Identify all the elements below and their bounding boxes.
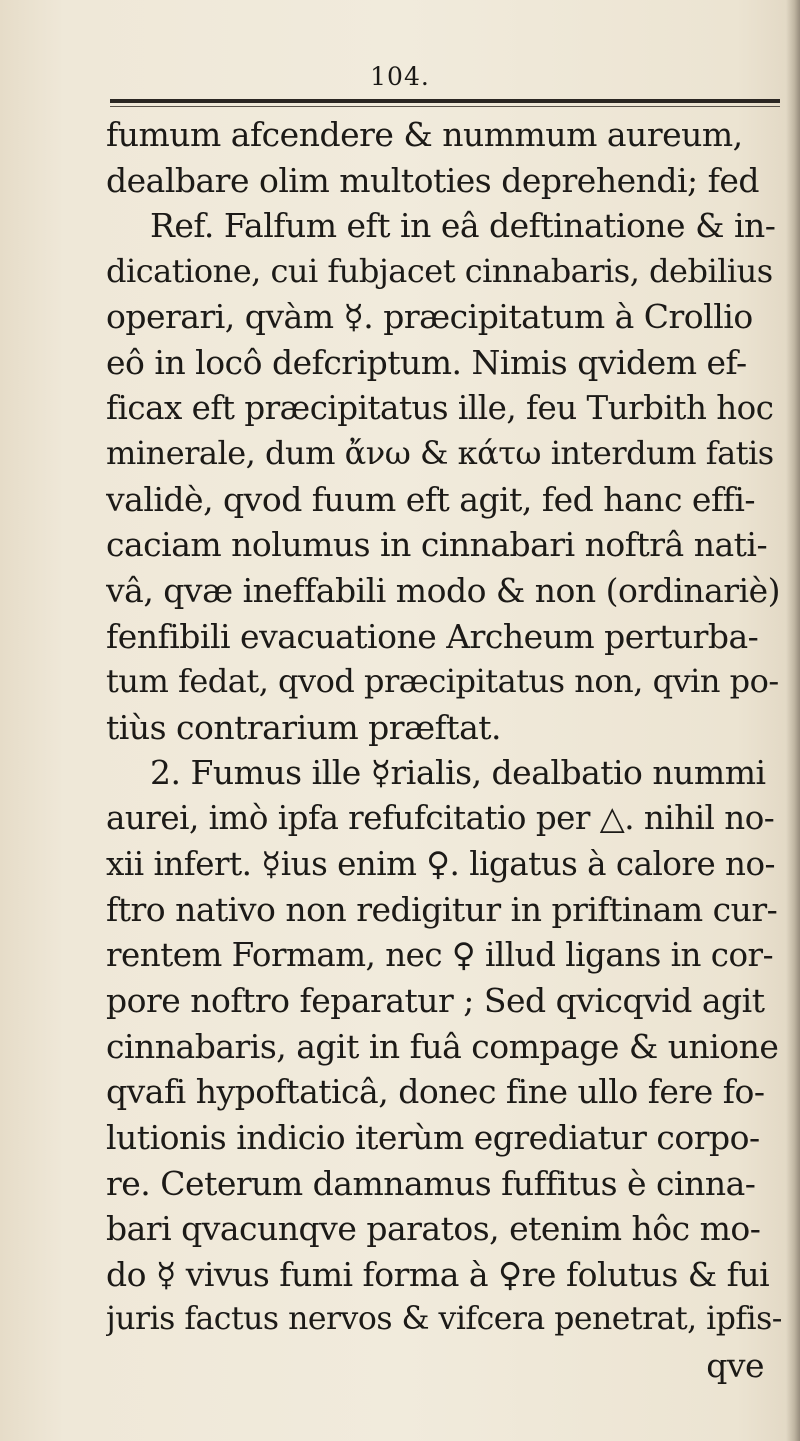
text-line: caciam nolumus in cinnabari noftrâ nati- [106, 525, 768, 565]
page-edge-shadow [786, 0, 800, 1441]
catchword: qve [706, 1346, 764, 1386]
text-line: tiùs contrarium præftat. [106, 707, 501, 747]
text-line: operari, qvàm ☿. præcipitatum à Crollio [106, 297, 753, 337]
text-line: validè, qvod fuum eft agit, fed hanc effi- [106, 479, 756, 519]
text-line: juris factus nervos & vifcera penetrat, ipfis- [106, 1301, 782, 1338]
text-line: pore noftro feparatur ; Sed qvicqvid agit [106, 981, 765, 1021]
page-number: 104. [370, 62, 430, 91]
text-line: cinnabaris, agit in fuâ compage & unione [106, 1026, 779, 1066]
text-line: Ref. Falfum eft in eâ deftinatione & in- [150, 206, 776, 246]
text-line: minerale, dum ἄνω & κάτω interdum fatis [106, 434, 774, 473]
text-line: qvafi hypoftaticâ, donec fine ullo fere fo- [106, 1072, 765, 1112]
text-line: do ☿ vivus fumi forma à ♀re folutus & fui [106, 1254, 770, 1294]
text-line: aurei, imò ipfa refufcitatio per △. nihil no- [106, 798, 775, 837]
text-line: lutionis indicio iterùm egrediatur corpo- [106, 1118, 760, 1158]
text-line: eô in locô defcriptum. Nimis qvidem ef- [106, 342, 747, 382]
text-line: dealbare olim multoties deprehendi; fed [106, 160, 760, 200]
header-rule-thin [110, 106, 780, 107]
text-line: xii infert. ☿ius enim ♀. ligatus à calore no- [106, 844, 775, 883]
text-line: fumum afcendere & nummum aureum, [106, 115, 743, 154]
text-line: tum fedat, qvod præcipitatus non, qvin po- [106, 662, 779, 701]
text-block [106, 112, 782, 1389]
text-line: dicatione, cui fubjacet cinnabaris, debilius [106, 251, 773, 290]
text-line: rentem Formam, nec ♀ illud ligans in cor- [106, 935, 774, 974]
header-rule [110, 99, 780, 103]
text-line: vâ, qvæ ineffabili modo & non (ordinariè) [106, 570, 781, 610]
text-line: ficax eft præcipitatus ille, feu Turbith hoc [106, 388, 774, 427]
text-line: ftro nativo non redigitur in priftinam cur- [106, 890, 778, 930]
text-line: fenfibili evacuatione Archeum perturba- [106, 616, 759, 656]
text-line: re. Ceterum damnamus fuffitus è cinna- [106, 1163, 756, 1203]
text-line: 2. Fumus ille ☿rialis, dealbatio nummi [150, 753, 766, 793]
text-line: bari qvacunqve paratos, etenim hôc mo- [106, 1209, 761, 1249]
